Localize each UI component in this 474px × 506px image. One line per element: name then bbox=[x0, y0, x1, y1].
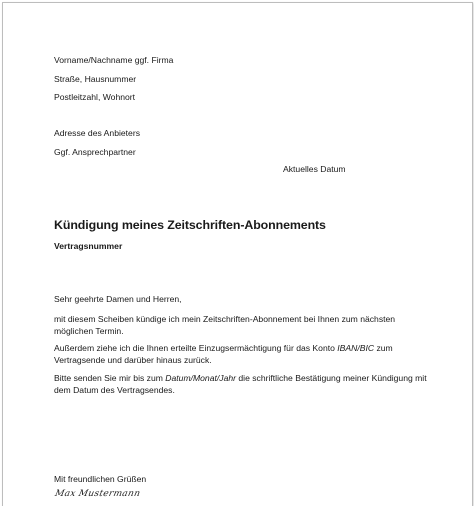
paragraph-3-text-b: die schriftliche Bestätigung meiner Kündigung mit dem Datum des Vertragsendes. bbox=[54, 373, 427, 395]
iban-placeholder: IBAN/BIC bbox=[337, 343, 375, 353]
contract-number-label: Vertragsnummer bbox=[54, 241, 123, 251]
paragraph-1: mit diesem Scheiben kündige ich mein Zeitschriften-Abonnement bei Ihnen zum nächsten möglichen Termin. bbox=[54, 314, 396, 336]
paragraph-3-text-a: Bitte senden Sie mir bis zum bbox=[54, 373, 166, 383]
paragraph-2-text-b: zum Vertragsende und darüber hinaus zurück. bbox=[54, 343, 393, 365]
sender-name: Vorname/Nachname ggf. Firma bbox=[54, 55, 174, 65]
signature: Max Mustermann bbox=[53, 489, 142, 499]
sender-city: Postleitzahl, Wohnort bbox=[54, 92, 136, 102]
paragraph-2-text-a: Außerdem ziehe ich die Ihnen erteilte Einzugsermächtigung für das Konto bbox=[54, 343, 338, 353]
closing: Mit freundlichen Grüßen bbox=[54, 474, 147, 484]
paragraph-3 bbox=[54, 372, 434, 396]
paragraph-2 bbox=[54, 342, 424, 366]
sender-street: Straße, Hausnummer bbox=[54, 74, 137, 84]
letter-title: Kündigung meines Zeitschriften-Abonnements bbox=[54, 218, 326, 232]
date-placeholder: Datum/Monat/Jahr bbox=[165, 373, 236, 383]
salutation: Sehr geehrte Damen und Herren, bbox=[54, 294, 182, 304]
date-line: Aktuelles Datum bbox=[283, 164, 346, 174]
recipient-contact: Ggf. Ansprechpartner bbox=[54, 147, 136, 157]
recipient-address: Adresse des Anbieters bbox=[54, 128, 140, 138]
